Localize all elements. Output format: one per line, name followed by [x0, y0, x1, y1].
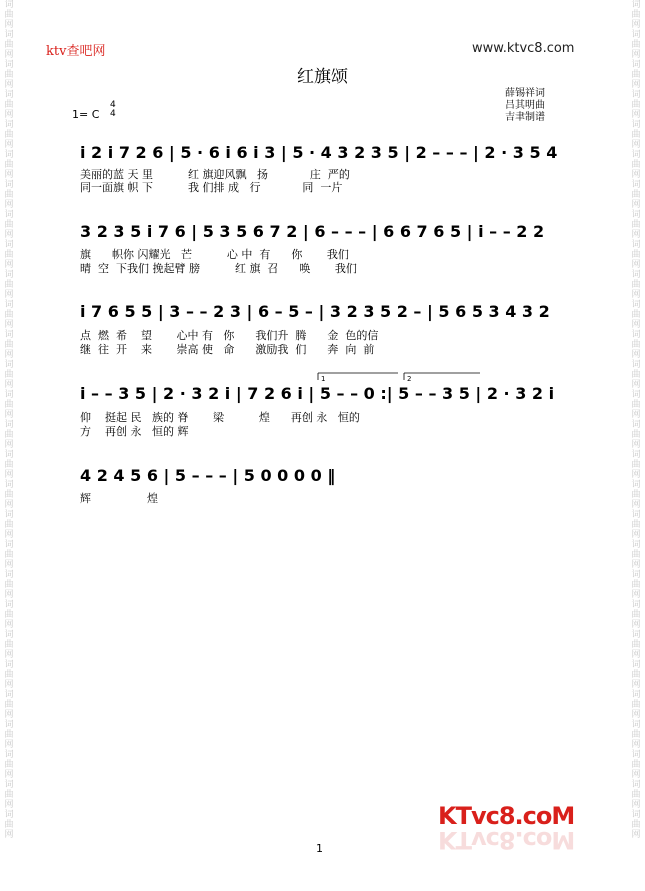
lyrics-row-3-verse-1: 点 燃 希 望 心中 有 你 我们升 腾 金 色的信: [80, 329, 379, 342]
notation-row-5: 4 2 4 5 6 | 5 – – – | 5 0 0 0 0 ‖: [80, 466, 336, 485]
composer-credit: 吕其明曲: [505, 100, 545, 111]
site-url: www.ktvc8.com: [472, 41, 575, 56]
notation-row-1: i 2 i 7 2 6 | 5 · 6 i 6 i 3 | 5 · 4 3 2 3 5 | 2 – – – | 2 · 3 5 4: [80, 143, 558, 162]
notation-row-3: i 7 6 5 5 | 3 – – 2 3 | 6 – 5 – | 3 2 3 5 2 – | 5 6 5 3 4 3 2: [80, 302, 550, 321]
lyrics-row-3-verse-2: 继 往 开 来 崇高 使 命 激励我 们 奔 向 前: [80, 343, 375, 356]
page-number: 1: [316, 842, 323, 855]
lyrics-row-4-verse-2: 方 再创 永 恒的 辉: [80, 425, 189, 438]
left-watermark-column: 词曲网词曲网词曲网词曲网词曲网词曲网词曲网词曲网词曲网词曲网词曲网词曲网词曲网词曲网词曲网词曲网词曲网词曲网词曲网词曲网词曲网词曲网词曲网词曲网词曲网词曲网词曲网词曲网: [4, 0, 14, 840]
lyricist-credit: 薛锡祥词: [505, 88, 545, 99]
lyrics-row-4-verse-1: 仰 挺起 民 族的 脊 梁 煌 再创 永 恒的: [80, 411, 360, 424]
lyrics-row-1-verse-2: 同一面旗 帜 下 我 们排 成 行 同 一片: [80, 181, 343, 194]
ktvc8-logo-reflection: KTvc8.coM: [438, 826, 575, 854]
notation-row-2: 3 2 3 5 i 7 6 | 5 3 5 6 7 2 | 6 – – – | 6 6 7 6 5 | i – – 2 2: [80, 222, 545, 241]
key-signature: 1= C: [72, 108, 100, 121]
song-title: 红旗颂: [297, 67, 348, 87]
time-signature-top: 4: [110, 100, 116, 110]
volta-1-label: 1: [321, 375, 326, 383]
volta-2-label: 2: [407, 375, 412, 383]
transcriber-credit: 吉聿制谱: [505, 112, 545, 123]
time-signature-bottom: 4: [110, 109, 116, 119]
ktvc8-logo: KTvc8.coM: [438, 802, 575, 830]
lyrics-row-2-verse-2: 晴 空 下我们 挽起臂 膀 红 旗 召 唤 我们: [80, 262, 357, 275]
site-name: ktv查吧网: [46, 44, 106, 59]
right-watermark-column: 词曲网词曲网词曲网词曲网词曲网词曲网词曲网词曲网词曲网词曲网词曲网词曲网词曲网词曲网词曲网词曲网词曲网词曲网词曲网词曲网词曲网词曲网词曲网词曲网词曲网词曲网词曲网词曲网: [631, 0, 641, 840]
notation-row-4: i – – 3 5 | 2 · 3 2 i | 7 2 6 i | 5 – – 0 :| 5 – – 3 5 | 2 · 3 2 i: [80, 384, 555, 403]
lyrics-row-1-verse-1: 美丽的蓝 天 里 红 旗迎风飘 扬 庄 严的: [80, 168, 350, 181]
lyrics-row-5-verse-1: 辉 煌: [80, 492, 158, 505]
lyrics-row-2-verse-1: 旗 帜你 闪耀光 芒 心 中 有 你 我们: [80, 248, 349, 261]
